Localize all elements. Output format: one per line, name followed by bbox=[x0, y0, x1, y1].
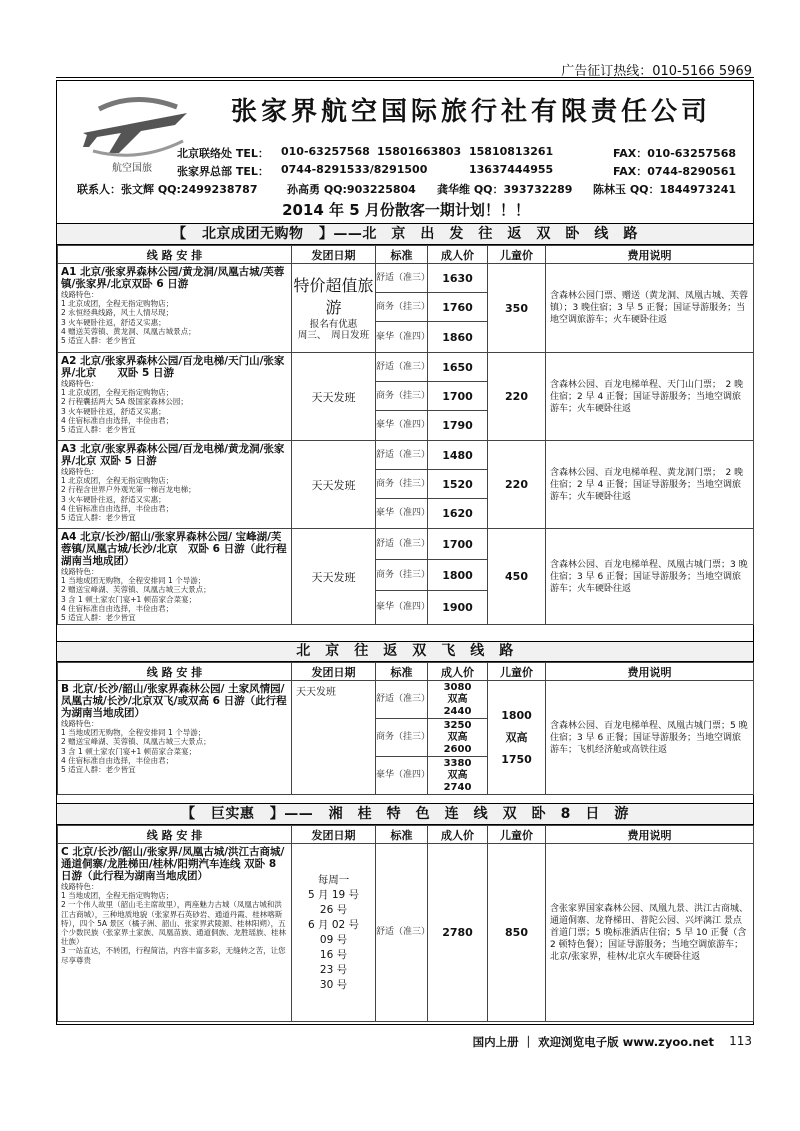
departure-a2: 天天发班 bbox=[292, 353, 376, 441]
price-line: 2740 bbox=[443, 781, 472, 793]
table-header-row bbox=[58, 663, 754, 681]
fee-description: 含森林公园门票、赠送（黄龙洞、凤凰古城、芙蓉镇）；3 晚住宿；3 早 5 正餐；国证导游服务；当地空调旅游车；火车硬卧往返 bbox=[546, 264, 754, 353]
standard-cell: 舒适（准三） bbox=[376, 529, 428, 560]
adult-price: 1900 bbox=[428, 591, 488, 625]
departure-date: 5 月 19 号 bbox=[307, 888, 360, 901]
table-row bbox=[58, 441, 754, 470]
col-fee: 费用说明 bbox=[546, 246, 754, 264]
route-name: A1 北京/张家界森林公园/黄龙洞/凤凰古城/芙蓉镇/张家界/北京双卧 6 日游 bbox=[61, 266, 285, 290]
feature: 3 火车硬卧往返，舒适又实惠； bbox=[61, 406, 166, 416]
standard-cell: 舒适（准三） bbox=[376, 264, 428, 293]
route-name: A4 北京/长沙/韶山/张家界森林公园/ 宝峰湖/芙蓉镇/凤凰古城/长沙/北京 双卧 6 日游（此行程湖南当地成团） bbox=[61, 531, 287, 567]
feature: 线路特色： bbox=[61, 290, 99, 299]
route-name: A2 北京/张家界森林公园/百龙电梯/天门山/张家界/北京 双卧 5 日游 bbox=[61, 355, 285, 379]
feature: 4 赠送芙蓉镇、黄龙洞、凤凰古城景点； bbox=[61, 326, 196, 336]
table-row bbox=[58, 681, 754, 719]
table-header-row bbox=[58, 246, 754, 264]
route-a3 bbox=[58, 441, 292, 529]
col-route: 线 路 安 排 bbox=[58, 826, 292, 844]
ad-hotline: 广告征订热线：010-5166 5969 bbox=[561, 64, 752, 79]
child-price-line: 1750 bbox=[501, 752, 532, 766]
standard-cell: 商务（挂三） bbox=[376, 719, 428, 757]
standard-cell: 舒适（准三） bbox=[376, 681, 428, 719]
table-header-row bbox=[58, 826, 754, 844]
feature: 1 北京成团，全程无指定购物店； bbox=[61, 299, 174, 309]
route-a4 bbox=[58, 529, 292, 625]
table-row bbox=[58, 353, 754, 382]
price-line: 2600 bbox=[443, 743, 472, 755]
route-c bbox=[58, 844, 292, 1022]
col-route: 线 路 安 排 bbox=[58, 246, 292, 264]
price-line: 双高 bbox=[447, 731, 468, 743]
beijing-label: 北京联络处 TEL： bbox=[177, 147, 269, 160]
top-rule bbox=[56, 77, 754, 78]
departure-date: 30 号 bbox=[319, 978, 348, 991]
fee-description: 含张家界国家森林公园、凤凰九景、洪江古商城、通道侗寨、龙脊梯田、普陀公园、兴坪漓江 景点首道门票；5 晚标准酒店住宿；5 早 10 正餐（含 2 顿特色餐）；国证导游服务；当地空调旅游车；北京/张家界，桂林/北京火车硬卧往返 bbox=[546, 844, 754, 1022]
standard-cell: 豪华（准四） bbox=[376, 411, 428, 441]
col-standard: 标准 bbox=[376, 826, 428, 844]
company-name: 张家界航空国际旅行社有限责任公司 bbox=[230, 97, 711, 127]
feature: 5 适宜人群：老少皆宜 bbox=[61, 513, 136, 523]
airplane-logo-icon bbox=[79, 91, 191, 163]
section-beijing-flight bbox=[57, 641, 753, 795]
col-adult: 成人价 bbox=[428, 663, 488, 681]
col-standard: 标准 bbox=[376, 246, 428, 264]
departure-date: 6 月 02 号 bbox=[307, 918, 360, 931]
zjj-label: 张家界总部 TEL： bbox=[177, 165, 269, 178]
price-line: 3380 bbox=[443, 757, 472, 769]
departure-c bbox=[292, 844, 376, 1022]
feature: 线路特色： bbox=[61, 567, 99, 576]
zjj-mobile: 13637444955 bbox=[469, 163, 554, 176]
child-price bbox=[488, 681, 546, 795]
col-adult: 成人价 bbox=[428, 246, 488, 264]
route-name: A3 北京/张家界森林公园/百龙电梯/黄龙洞/张家界/北京 双卧 5 日游 bbox=[61, 443, 285, 467]
standard-cell: 舒适（准三） bbox=[376, 353, 428, 382]
col-adult: 成人价 bbox=[428, 826, 488, 844]
child-price-line: 1800 bbox=[501, 708, 532, 722]
adult-price: 2780 bbox=[428, 844, 488, 1022]
adult-price: 1650 bbox=[428, 353, 488, 382]
departure-a3: 天天发班 bbox=[292, 441, 376, 529]
feature: 4 住宿标准自由选择，丰俭由君； bbox=[61, 503, 174, 513]
adult-price: 1860 bbox=[428, 322, 488, 353]
feature: 3 含 1 顿土家农门宴+1 顿苗家合菜宴； bbox=[61, 594, 197, 604]
table-train-routes bbox=[57, 245, 754, 625]
zjj-fax: FAX：0744-8290561 bbox=[613, 165, 737, 178]
beijing-mobile-1: 15801663803 bbox=[377, 145, 462, 158]
child-price: 850 bbox=[488, 844, 546, 1022]
feature: 5 适宜人群：老少皆宜 bbox=[61, 765, 136, 775]
table-row bbox=[58, 264, 754, 293]
feature: 2 赠送宝峰湖、芙蓉镇、凤凰古城三大景点； bbox=[61, 585, 211, 595]
fee-description: 含森林公园、百龙电梯单程、凤凰古城门票；3 晚住宿；3 早 6 正餐；国证导游服务；当地空调旅游车；火车硬卧往返 bbox=[546, 529, 754, 625]
contact-person-3: 龚华维 QQ：393732289 bbox=[437, 183, 573, 196]
standard-cell: 舒适（准三） bbox=[376, 844, 428, 1022]
child-price: 220 bbox=[488, 353, 546, 441]
beijing-mobile-2: 15810813261 bbox=[469, 145, 554, 158]
fee-description: 含森林公园、百龙电梯单程、黄龙洞门票； 2 晚住宿；2 早 4 正餐；国证导游服务；当地空调旅游车；火车硬卧往返 bbox=[546, 441, 754, 529]
feature: 1 北京成团，全程无指定购物店； bbox=[61, 476, 174, 486]
col-departure: 发团日期 bbox=[292, 246, 376, 264]
contact-person-2: 孙高勇 QQ:903225804 bbox=[287, 183, 416, 196]
route-a2 bbox=[58, 353, 292, 441]
zjj-tel: 0744-8291533/8291500 bbox=[281, 163, 428, 176]
feature: 5 适宜人群：老少皆宜 bbox=[61, 613, 136, 623]
col-route: 线 路 安 排 bbox=[58, 663, 292, 681]
fee-description: 含森林公园、百龙电梯单程、天门山门票； 2 晚住宿；2 早 4 正餐；国证导游服务；当地空调旅游车；火车硬卧往返 bbox=[546, 353, 754, 441]
departure-date: 26 号 bbox=[319, 903, 348, 916]
adult-price: 1800 bbox=[428, 560, 488, 591]
feature: 4 住宿标准自由选择，丰俭由君； bbox=[61, 415, 174, 425]
feature: 2 赠送宝峰湖、芙蓉镇、凤凰古城三大景点； bbox=[61, 737, 211, 747]
route-name: C 北京/长沙/韶山/张家界/凤凰古城/洪江古商城/通道侗寨/龙胜梯田/桂林/阳朔汽车连线 双卧 8 日游（此行程为湖南当地成团） bbox=[61, 846, 285, 882]
col-departure: 发团日期 bbox=[292, 826, 376, 844]
route-a1 bbox=[58, 264, 292, 353]
col-standard: 标准 bbox=[376, 663, 428, 681]
child-price: 220 bbox=[488, 441, 546, 529]
adult-price: 1700 bbox=[428, 382, 488, 411]
feature: 1 当地成团无购物，全程安排同 1 个导游； bbox=[61, 728, 206, 738]
logo-caption: 航空国旅 bbox=[112, 163, 152, 174]
adult-price: 1760 bbox=[428, 293, 488, 322]
fee-description: 含森林公园、百龙电梯单程、凤凰古城门票；5 晚住宿；3 早 6 正餐；国证导游服务；当地空调旅游车；飞机经济舱或高铁往返 bbox=[546, 681, 754, 795]
page-frame bbox=[56, 80, 754, 1025]
col-fee: 费用说明 bbox=[546, 663, 754, 681]
feature: 3 火车硬卧往返，舒适又实惠； bbox=[61, 494, 166, 504]
adult-price bbox=[428, 681, 488, 719]
section-title-3: 【 巨实惠 】—— 湘 桂 特 色 连 线 双 卧 8 日 游 bbox=[57, 803, 753, 825]
adult-price: 1790 bbox=[428, 411, 488, 441]
table-flight-routes bbox=[57, 662, 754, 795]
adult-price bbox=[428, 757, 488, 795]
feature: 3 一站直达，不转团，行程简洁，内容丰富多彩，无缝转之苦，让您尽享尊贵 bbox=[61, 946, 286, 965]
feature: 4 住宿标准自由选择，丰俭由君； bbox=[61, 755, 174, 765]
departure-date: 09 号 bbox=[319, 933, 348, 946]
standard-cell: 商务（挂三） bbox=[376, 470, 428, 499]
col-fee: 费用说明 bbox=[546, 826, 754, 844]
standard-cell: 商务（挂三） bbox=[376, 382, 428, 411]
contact-person-1: 联系人：张文辉 QQ:2499238787 bbox=[77, 183, 258, 196]
feature: 2 永恒经典线路，风土人情尽现； bbox=[61, 308, 174, 318]
feature: 1 当地成团，全程无指定购物店； bbox=[61, 891, 174, 901]
promo-note: 报名有优惠 bbox=[309, 318, 358, 330]
standard-cell: 商务（挂三） bbox=[376, 293, 428, 322]
feature: 1 北京成团，全程无指定购物店； bbox=[61, 388, 174, 398]
adult-price: 1630 bbox=[428, 264, 488, 293]
standard-cell: 豪华（准四） bbox=[376, 499, 428, 529]
feature: 5 适宜人群：老少皆宜 bbox=[61, 336, 136, 346]
departure-days: 周三、 周日发班 bbox=[297, 330, 370, 341]
table-row bbox=[58, 529, 754, 560]
price-line: 3080 bbox=[443, 681, 472, 693]
departure-a4: 天天发班 bbox=[292, 529, 376, 625]
contact-person-4: 陈林玉 QQ：1844973241 bbox=[593, 183, 737, 196]
section-beijing-train bbox=[57, 223, 753, 625]
feature: 2 行程含世界户外观光第一梯百龙电梯； bbox=[61, 485, 196, 495]
feature: 3 火车硬卧往返，舒适又实惠； bbox=[61, 317, 166, 327]
standard-cell: 舒适（准三） bbox=[376, 441, 428, 470]
promo-label: 特价超值旅游 bbox=[293, 275, 374, 317]
col-child: 儿童价 bbox=[488, 826, 546, 844]
departure-weekday: 每周一 bbox=[317, 873, 350, 886]
col-child: 儿童价 bbox=[488, 246, 546, 264]
table-row bbox=[58, 844, 754, 1022]
adult-price bbox=[428, 719, 488, 757]
col-child: 儿童价 bbox=[488, 663, 546, 681]
price-line: 3250 bbox=[443, 719, 472, 731]
adult-price: 1700 bbox=[428, 529, 488, 560]
section-xianggui bbox=[57, 803, 753, 1022]
feature: 1 当地成团无购物，全程安排同 1 个导游； bbox=[61, 576, 206, 586]
feature: 线路特色： bbox=[61, 719, 99, 728]
adult-price: 1520 bbox=[428, 470, 488, 499]
price-line: 双高 bbox=[447, 693, 468, 705]
beijing-tel: 010-63257568 bbox=[281, 145, 370, 158]
col-departure: 发团日期 bbox=[292, 663, 376, 681]
price-line: 2440 bbox=[443, 705, 472, 717]
feature: 线路特色： bbox=[61, 467, 99, 476]
plan-title: 2014 年 5 月份散客一期计划！！！ bbox=[282, 201, 530, 219]
footer-text: 国内上册 ｜ 欢迎浏览电子版 www.zyoo.net bbox=[472, 1035, 714, 1049]
adult-price: 1620 bbox=[428, 499, 488, 529]
price-line: 双高 bbox=[447, 769, 468, 781]
feature: 2 一个伟人故里（韶山毛主席故里），两座魅力古城（凤凰古城和洪江古商城），三种地质地貌（张家界石英砂岩、通道丹霞、桂林喀斯特），四个 5A 景区（橘子洲、韶山、张家界武陵源、桂林阳朔），五个少数民族（张家界土家族、凤凰苗族、通道侗族、龙胜瑶族、桂林壮族） bbox=[61, 900, 286, 947]
feature: 2 行程囊括两大 5A 级国家森林公园； bbox=[61, 397, 188, 407]
child-price: 450 bbox=[488, 529, 546, 625]
standard-cell: 豪华（准四） bbox=[376, 757, 428, 795]
route-b bbox=[58, 681, 292, 795]
page-number: 113 bbox=[729, 1034, 752, 1048]
table-xianggui-route bbox=[57, 825, 754, 1022]
feature: 线路特色： bbox=[61, 379, 99, 388]
departure-b: 天天发班 bbox=[292, 681, 376, 795]
departure-date: 16 号 bbox=[319, 948, 348, 961]
standard-cell: 豪华（准四） bbox=[376, 322, 428, 353]
child-price-line: 双高 bbox=[505, 730, 528, 744]
section-title-1: 【 北京成团无购物 】——北 京 出 发 往 返 双 卧 线 路 bbox=[57, 223, 753, 245]
feature: 3 含 1 顿土家农门宴+1 顿苗家合菜宴； bbox=[61, 746, 197, 756]
standard-cell: 豪华（准四） bbox=[376, 591, 428, 625]
route-name: B 北京/长沙/韶山/张家界森林公园/ 土家风情园/凤凰古城/长沙/北京双飞/或双高 6 日游（此行程为湖南当地成团） bbox=[61, 683, 287, 719]
feature: 线路特色： bbox=[61, 882, 99, 891]
departure-date: 23 号 bbox=[319, 963, 348, 976]
beijing-fax: FAX：010-63257568 bbox=[613, 147, 737, 160]
child-price: 350 bbox=[488, 264, 546, 353]
section-title-2: 北 京 往 返 双 飞 线 路 bbox=[57, 641, 753, 662]
feature: 5 适宜人群：老少皆宜 bbox=[61, 425, 136, 435]
header bbox=[57, 81, 753, 223]
departure-a1 bbox=[292, 264, 376, 353]
adult-price: 1480 bbox=[428, 441, 488, 470]
feature: 4 住宿标准自由选择，丰俭由君； bbox=[61, 603, 174, 613]
standard-cell: 商务（挂三） bbox=[376, 560, 428, 591]
